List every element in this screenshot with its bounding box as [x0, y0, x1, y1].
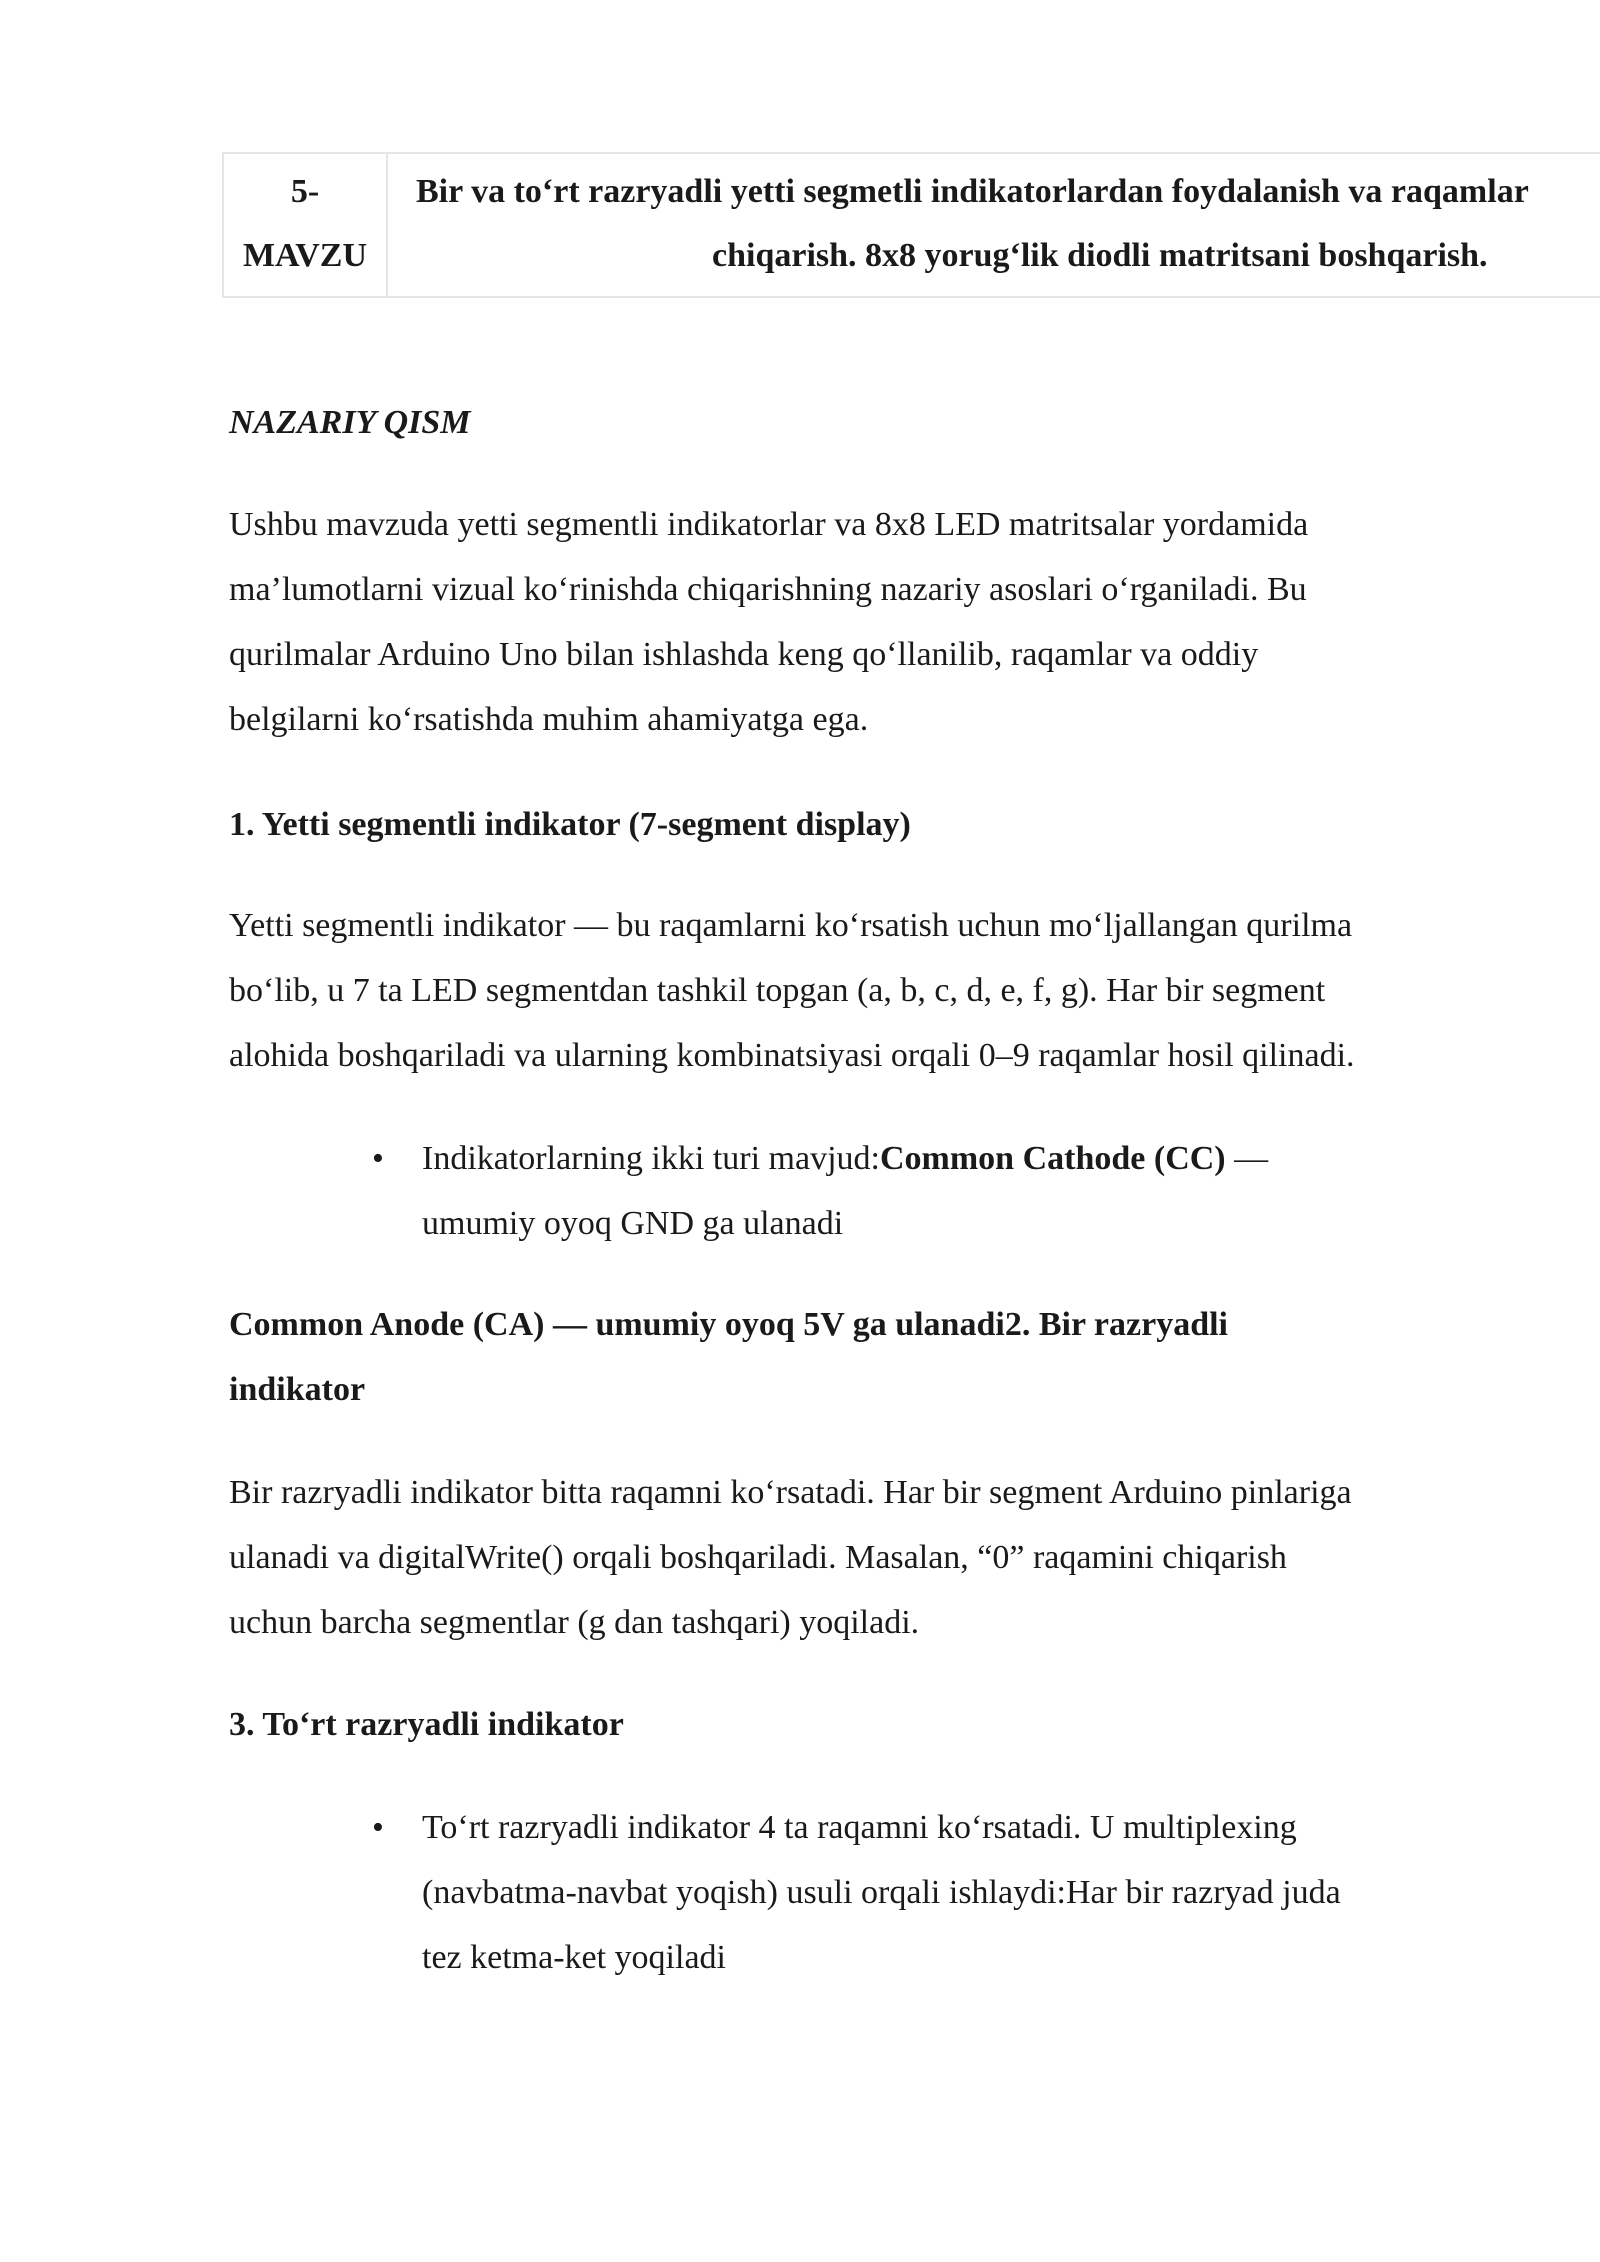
intro-line: belgilarni ko‘rsatishda muhim ahamiyatga ega. — [229, 701, 869, 738]
intro-line: ma’lumotlarni vizual ko‘rinishda chiqarishning nazariy asoslari o‘rganiladi. Bu — [229, 571, 1307, 608]
paragraph-line: alohida boshqariladi va ularning kombinatsiyasi orqali 0–9 raqamlar hosil qilinadi. — [229, 1037, 1355, 1074]
bullet-line: (navbatma-navbat yoqish) usuli orqali ishlaydi:Har bir razryad juda — [422, 1874, 1341, 1911]
topic-title-line2: chiqarish. 8x8 yorug‘lik diodli matritsani boshqarish. — [712, 237, 1488, 274]
topic-number-cell — [224, 154, 388, 296]
intro-paragraph — [229, 492, 1479, 752]
bullet-four-digit — [372, 1795, 1482, 1990]
bullet-line — [422, 1126, 1482, 1191]
single-digit-paragraph — [229, 1460, 1479, 1655]
topic-title-line1: Bir va to‘rt razryadli yetti segmetli indikatorlardan foydalanish va raqamlar — [416, 173, 1529, 210]
paragraph-line: Bir razryadli indikator bitta raqamni ko‘rsatadi. Har bir segment Arduino pinlariga — [229, 1474, 1352, 1511]
bullet-text-dash: — — [1225, 1140, 1269, 1177]
bullet-dot: • — [372, 1140, 384, 1177]
heading-four-digit: 3. To‘rt razryadli indikator — [229, 1706, 624, 1743]
bullet-text: Indikatorlarning ikki turi mavjud: — [422, 1140, 880, 1177]
topic-title-cell — [388, 154, 1600, 296]
heading-line: indikator — [229, 1371, 366, 1408]
bullet-dot: • — [372, 1809, 384, 1846]
bullet-line: tez ketma-ket yoqiladi — [422, 1939, 726, 1976]
intro-line: Ushbu mavzuda yetti segmentli indikatorlar va 8x8 LED matritsalar yordamida — [229, 506, 1309, 543]
bullet-line: To‘rt razryadli indikator 4 ta raqamni ko‘rsatadi. U multiplexing — [422, 1809, 1297, 1846]
seven-segment-paragraph — [229, 893, 1479, 1088]
section-title: NAZARIY QISM — [229, 404, 471, 441]
topic-word: MAVZU — [242, 237, 368, 274]
bullet-bold-text: Common Cathode (CC) — [879, 1140, 1226, 1177]
heading-line: Common Anode (CA) — umumiy oyoq 5V ga ulanadi2. Bir razryadli — [229, 1306, 1228, 1343]
paragraph-line: ulanadi va digitalWrite() orqali boshqariladi. Masalan, “0” raqamini chiqarish — [229, 1539, 1287, 1576]
bullet-line-2: umumiy oyoq GND ga ulanadi — [422, 1205, 844, 1242]
topic-header-table — [222, 152, 1600, 298]
bullet-indicator-types — [372, 1126, 1482, 1256]
paragraph-line: uchun barcha segmentlar (g dan tashqari) yoqiladi. — [229, 1604, 920, 1641]
paragraph-line: bo‘lib, u 7 ta LED segmentdan tashkil topgan (a, b, c, d, e, f, g). Har bir segment — [229, 972, 1326, 1009]
intro-line: qurilmalar Arduino Uno bilan ishlashda keng qo‘llanilib, raqamlar va oddiy — [229, 636, 1259, 673]
topic-number: 5- — [290, 173, 320, 210]
heading-common-anode — [229, 1292, 1479, 1422]
paragraph-line: Yetti segmentli indikator — bu raqamlarni ko‘rsatish uchun mo‘ljallangan qurilma — [229, 907, 1353, 944]
heading-seven-segment: 1. Yetti segmentli indikator (7-segment display) — [229, 806, 911, 843]
